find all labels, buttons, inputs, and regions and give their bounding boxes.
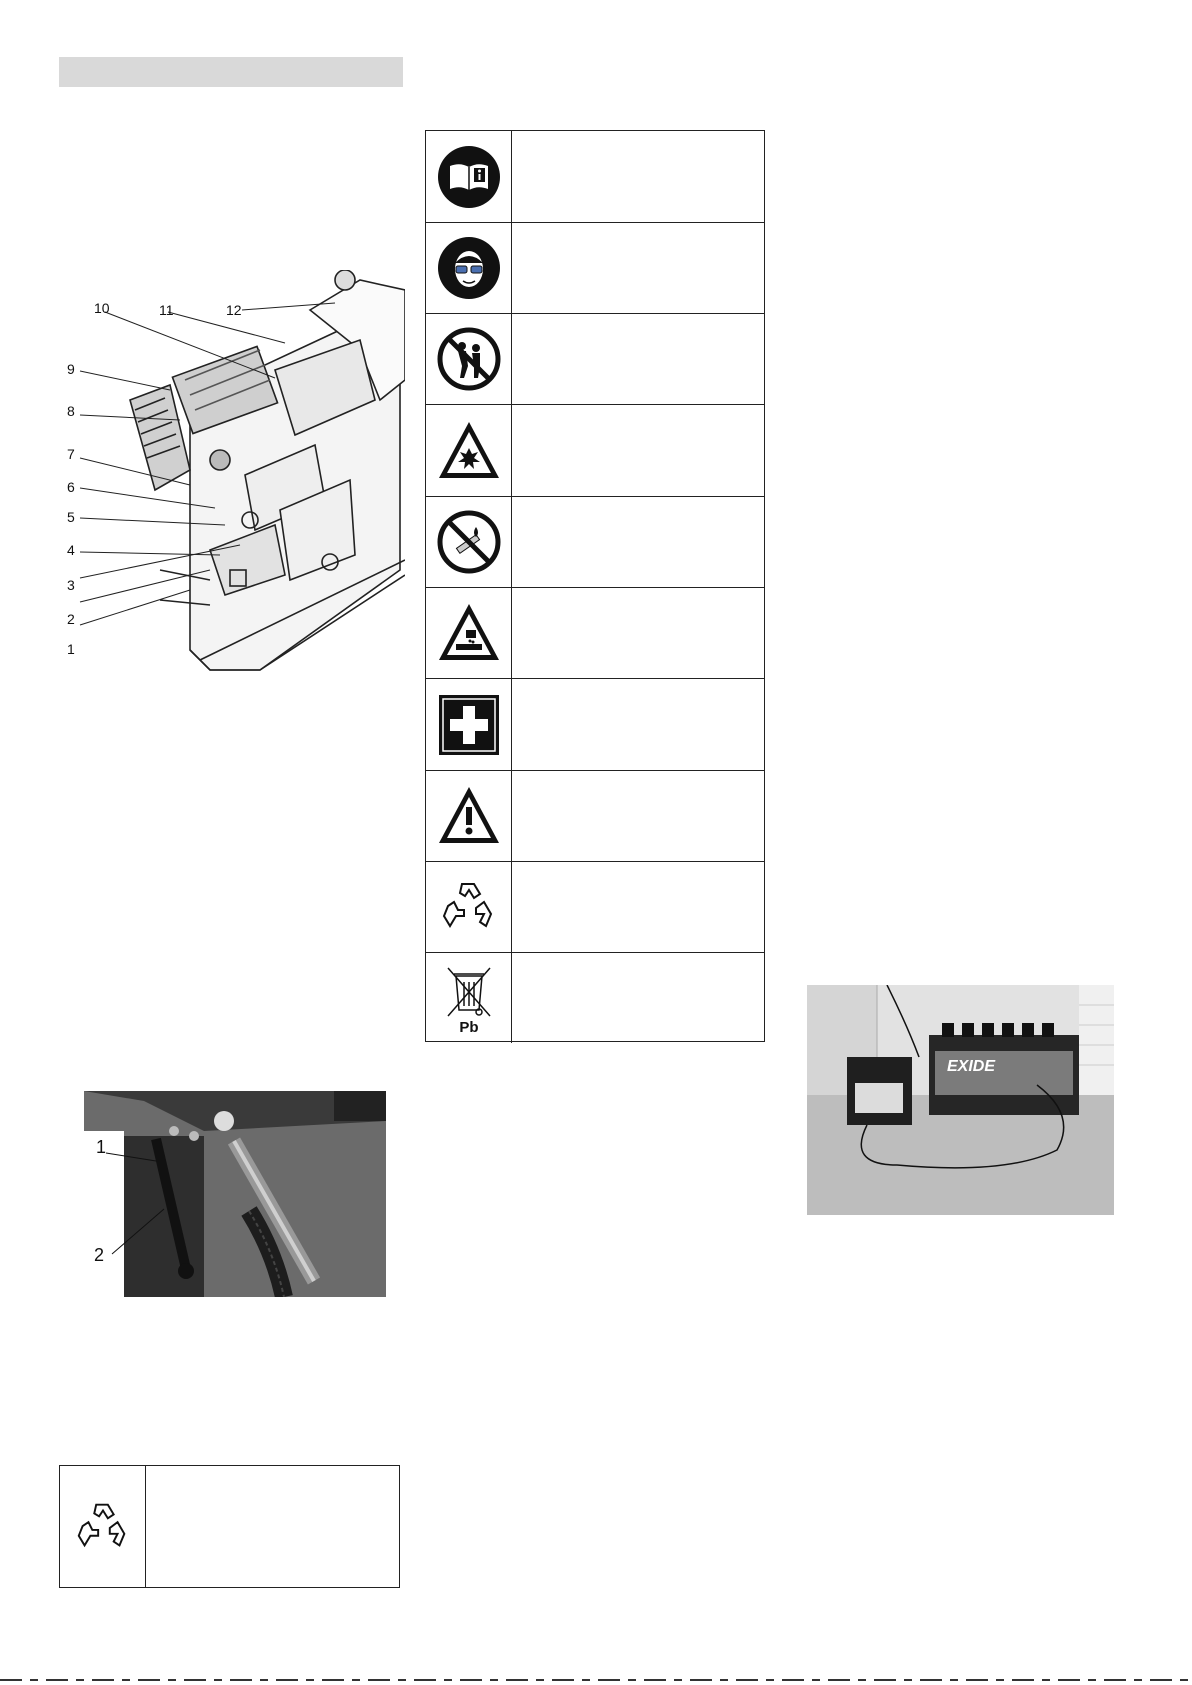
pb-label: Pb bbox=[458, 1019, 479, 1036]
lever-callout-1: 1 bbox=[96, 1137, 107, 1157]
recycling-icon bbox=[60, 1466, 146, 1587]
explosion-hazard-icon bbox=[426, 405, 512, 496]
safety-symbols-table bbox=[425, 130, 765, 1042]
recycling-icon bbox=[426, 862, 512, 952]
no-smoking-no-fire-icon bbox=[426, 497, 512, 587]
symbol-row bbox=[426, 953, 764, 1043]
callout-3: 3 bbox=[67, 577, 75, 593]
callout-7: 7 bbox=[67, 446, 75, 462]
symbol-row bbox=[426, 771, 764, 862]
corrosive-hazard-icon bbox=[426, 588, 512, 678]
symbol-row bbox=[426, 862, 764, 953]
symbol-description bbox=[512, 405, 764, 496]
section-header-bar bbox=[59, 57, 403, 87]
callout-4: 4 bbox=[67, 542, 75, 558]
symbol-description bbox=[512, 497, 764, 587]
callout-9: 9 bbox=[67, 361, 75, 377]
symbol-row bbox=[426, 223, 764, 314]
callout-1: 1 bbox=[67, 641, 75, 657]
symbol-row bbox=[426, 405, 764, 497]
eye-protection-icon bbox=[426, 223, 512, 313]
symbol-description bbox=[512, 131, 764, 222]
engine-compartment-figure bbox=[60, 270, 405, 690]
callout-11: 11 bbox=[159, 302, 174, 318]
symbol-row bbox=[426, 131, 764, 223]
symbol-row bbox=[426, 314, 764, 405]
symbol-row bbox=[426, 588, 764, 679]
recycling-note-box bbox=[59, 1465, 400, 1588]
symbol-description bbox=[512, 862, 764, 952]
callout-10: 10 bbox=[94, 300, 110, 316]
symbol-description bbox=[512, 679, 764, 770]
callout-8: 8 bbox=[67, 403, 75, 419]
battery-charging-photo bbox=[807, 985, 1114, 1215]
symbol-description bbox=[512, 223, 764, 313]
battery-brand-label: EXIDE bbox=[947, 1058, 996, 1075]
lever-callout-2: 2 bbox=[94, 1245, 105, 1265]
keep-children-away-icon bbox=[426, 314, 512, 404]
callout-6: 6 bbox=[67, 479, 75, 495]
symbol-description bbox=[512, 588, 764, 678]
general-warning-icon bbox=[426, 771, 512, 861]
crossed-bin-pb-icon bbox=[426, 953, 512, 1043]
callout-5: 5 bbox=[67, 509, 75, 525]
symbol-description bbox=[512, 771, 764, 861]
symbol-description bbox=[512, 953, 764, 1043]
read-manual-icon bbox=[426, 131, 512, 222]
symbol-row bbox=[426, 497, 764, 588]
symbol-row bbox=[426, 679, 764, 771]
symbol-description bbox=[512, 314, 764, 404]
page-footer-rule bbox=[0, 1679, 1192, 1681]
callout-12: 12 bbox=[226, 302, 242, 318]
engine-drawing bbox=[60, 270, 405, 690]
callout-2: 2 bbox=[67, 611, 75, 627]
first-aid-icon bbox=[426, 679, 512, 770]
recycling-note-text bbox=[146, 1466, 399, 1587]
lever-photo bbox=[84, 1091, 386, 1297]
